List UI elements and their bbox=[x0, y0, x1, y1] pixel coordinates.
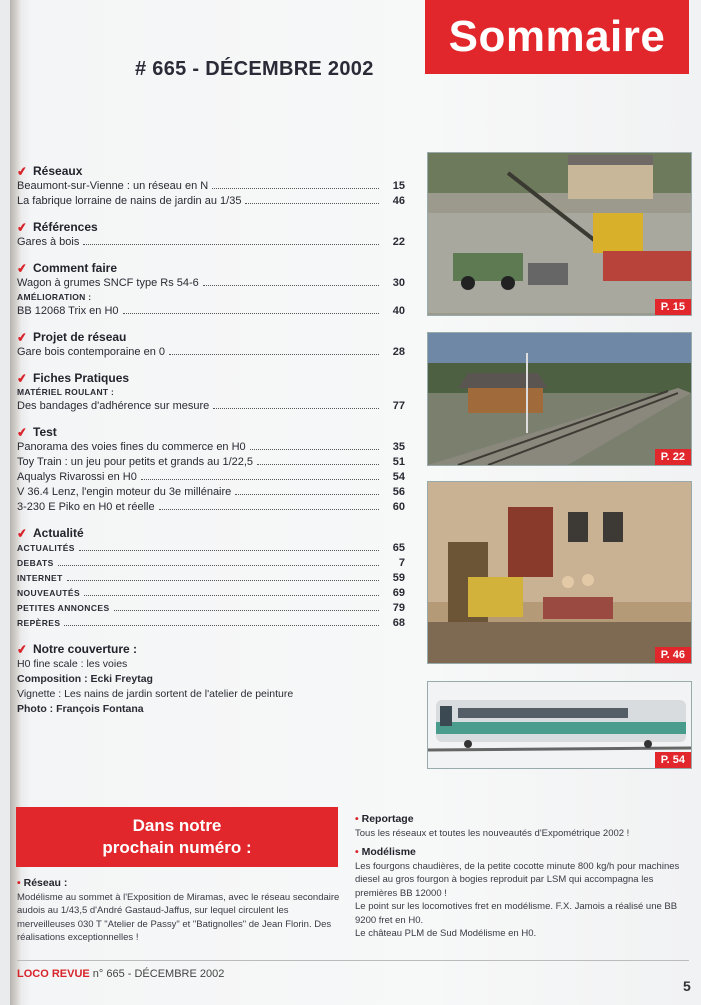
section-title: Actualité bbox=[33, 526, 84, 540]
toc-entry[interactable]: Wagon à grumes SNCF type Rs 54-6 30 bbox=[17, 277, 405, 289]
bullet-icon: • bbox=[17, 877, 21, 889]
check-icon: ✔ bbox=[16, 424, 29, 441]
check-icon: ✔ bbox=[16, 163, 29, 180]
check-icon: ✔ bbox=[16, 219, 29, 236]
check-icon: ✔ bbox=[16, 370, 29, 387]
subheading: AMÉLIORATION : bbox=[17, 292, 92, 302]
footer: LOCO REVUE n° 665 - DÉCEMBRE 2002 bbox=[17, 968, 225, 980]
section-reseaux bbox=[17, 163, 405, 209]
toc-entry[interactable]: NOUVEAUTÉS 69 bbox=[17, 587, 405, 599]
model-crane-scene-image bbox=[428, 153, 691, 315]
section-title: Réseaux bbox=[33, 164, 83, 178]
check-icon: ✔ bbox=[16, 641, 29, 658]
toc-entry[interactable]: Toy Train : un jeu pour petits et grands au 1/22,5 51 bbox=[17, 456, 405, 468]
toc-entry[interactable]: Panorama des voies fines du commerce en H0 35 bbox=[17, 441, 405, 453]
section-title: Fiches Pratiques bbox=[33, 371, 130, 385]
bullet-icon: • bbox=[355, 813, 359, 825]
toc-entry[interactable]: Beaumont-sur-Vienne : un réseau en N 15 bbox=[17, 180, 405, 192]
aqualys-train-image bbox=[428, 682, 691, 768]
photo-layout-crane bbox=[427, 152, 692, 316]
gnome-factory-image bbox=[428, 482, 691, 663]
subheading: MATÉRIEL ROULANT : bbox=[17, 387, 115, 397]
toc-entry[interactable]: INTERNET 59 bbox=[17, 572, 405, 584]
section-title: Notre couverture : bbox=[33, 642, 138, 656]
section-references bbox=[17, 219, 405, 250]
section-comment-faire bbox=[17, 260, 405, 319]
toc-entry[interactable]: ACTUALITÉS 65 bbox=[17, 542, 405, 554]
toc-entry[interactable]: Gares à bois 22 bbox=[17, 236, 405, 248]
check-icon: ✔ bbox=[16, 525, 29, 542]
sommaire-banner: Sommaire bbox=[425, 0, 689, 74]
next-reseau-block: • Réseau : Modélisme au sommet à l'Exposition de Miramas, avec le réseau secondaire audois au 1/43,5 d'André Gastaud-Jaffus, sur lequel circulent les merveilleuses 030 T "Atelier de Passy" et "Batignolles" de Jean Florin. Des réalisations exceptionnelles ! bbox=[17, 877, 340, 943]
section-test bbox=[17, 424, 405, 515]
page-number: 5 bbox=[683, 978, 691, 994]
section-cover bbox=[17, 641, 405, 717]
check-icon: ✔ bbox=[16, 260, 29, 277]
bullet-icon: • bbox=[355, 846, 359, 858]
section-title: Projet de réseau bbox=[33, 330, 127, 344]
toc-entry[interactable]: REPÈRES 68 bbox=[17, 617, 405, 629]
check-icon: ✔ bbox=[16, 329, 29, 346]
toc-entry[interactable]: Gare bois contemporaine en 0 28 bbox=[17, 346, 405, 358]
cover-vignette: Vignette : Les nains de jardin sortent de l'atelier de peinture bbox=[17, 688, 294, 700]
section-actualite bbox=[17, 525, 405, 631]
photo-aqualys-train bbox=[427, 681, 692, 769]
issue-title: # 665 - DÉCEMBRE 2002 bbox=[135, 58, 374, 80]
photo-wooden-station bbox=[427, 332, 692, 466]
page-badge: P. 46 bbox=[655, 647, 691, 663]
toc-entry[interactable]: Aqualys Rivarossi en H0 54 bbox=[17, 471, 405, 483]
cover-photo: Photo : François Fontana bbox=[17, 703, 144, 715]
photo-gnome-factory bbox=[427, 481, 692, 664]
toc-entry[interactable]: 3-230 E Piko en H0 et réelle 60 bbox=[17, 501, 405, 513]
section-title: Comment faire bbox=[33, 261, 118, 275]
cover-scale: H0 fine scale : les voies bbox=[17, 658, 128, 670]
toc-entry[interactable]: BB 12068 Trix en H0 40 bbox=[17, 305, 405, 317]
section-fiches bbox=[17, 370, 405, 414]
section-title: Références bbox=[33, 220, 98, 234]
cover-composition: Composition : Ecki Freytag bbox=[17, 673, 153, 685]
section-title: Test bbox=[33, 425, 57, 439]
next-right-block: • Reportage Tous les réseaux et toutes les nouveautés d'Expométrique 2002 ! • Modélisme Les fourgons chaudières, de la petite cocotte minute 800 kg/h pour machines diesel au gros fourgon à bogies reproduit par LSM qui accompagna les premières BB 12000 ! Le point sur les locomotives fret en modélisme. F.X. Jamois a réalisé une BB 9200 fret en H0. Le château PLM de Sud Modélisme en H0. bbox=[355, 813, 680, 939]
page-badge: P. 54 bbox=[655, 752, 691, 768]
section-projet bbox=[17, 329, 405, 360]
page-badge: P. 15 bbox=[655, 299, 691, 315]
toc-entry[interactable]: V 36.4 Lenz, l'engin moteur du 3e millénaire 56 bbox=[17, 486, 405, 498]
page-badge: P. 22 bbox=[655, 449, 691, 465]
toc-entry[interactable]: La fabrique lorraine de nains de jardin au 1/35 46 bbox=[17, 195, 405, 207]
toc-entry[interactable]: PETITES ANNONCES 79 bbox=[17, 602, 405, 614]
next-issue-box: Dans notre prochain numéro : bbox=[16, 807, 338, 867]
table-of-contents bbox=[17, 163, 405, 727]
wooden-station-image bbox=[428, 333, 691, 465]
toc-entry[interactable]: Des bandages d'adhérence sur mesure 77 bbox=[17, 400, 405, 412]
toc-entry[interactable]: DEBATS 7 bbox=[17, 557, 405, 569]
footer-divider bbox=[17, 960, 689, 961]
